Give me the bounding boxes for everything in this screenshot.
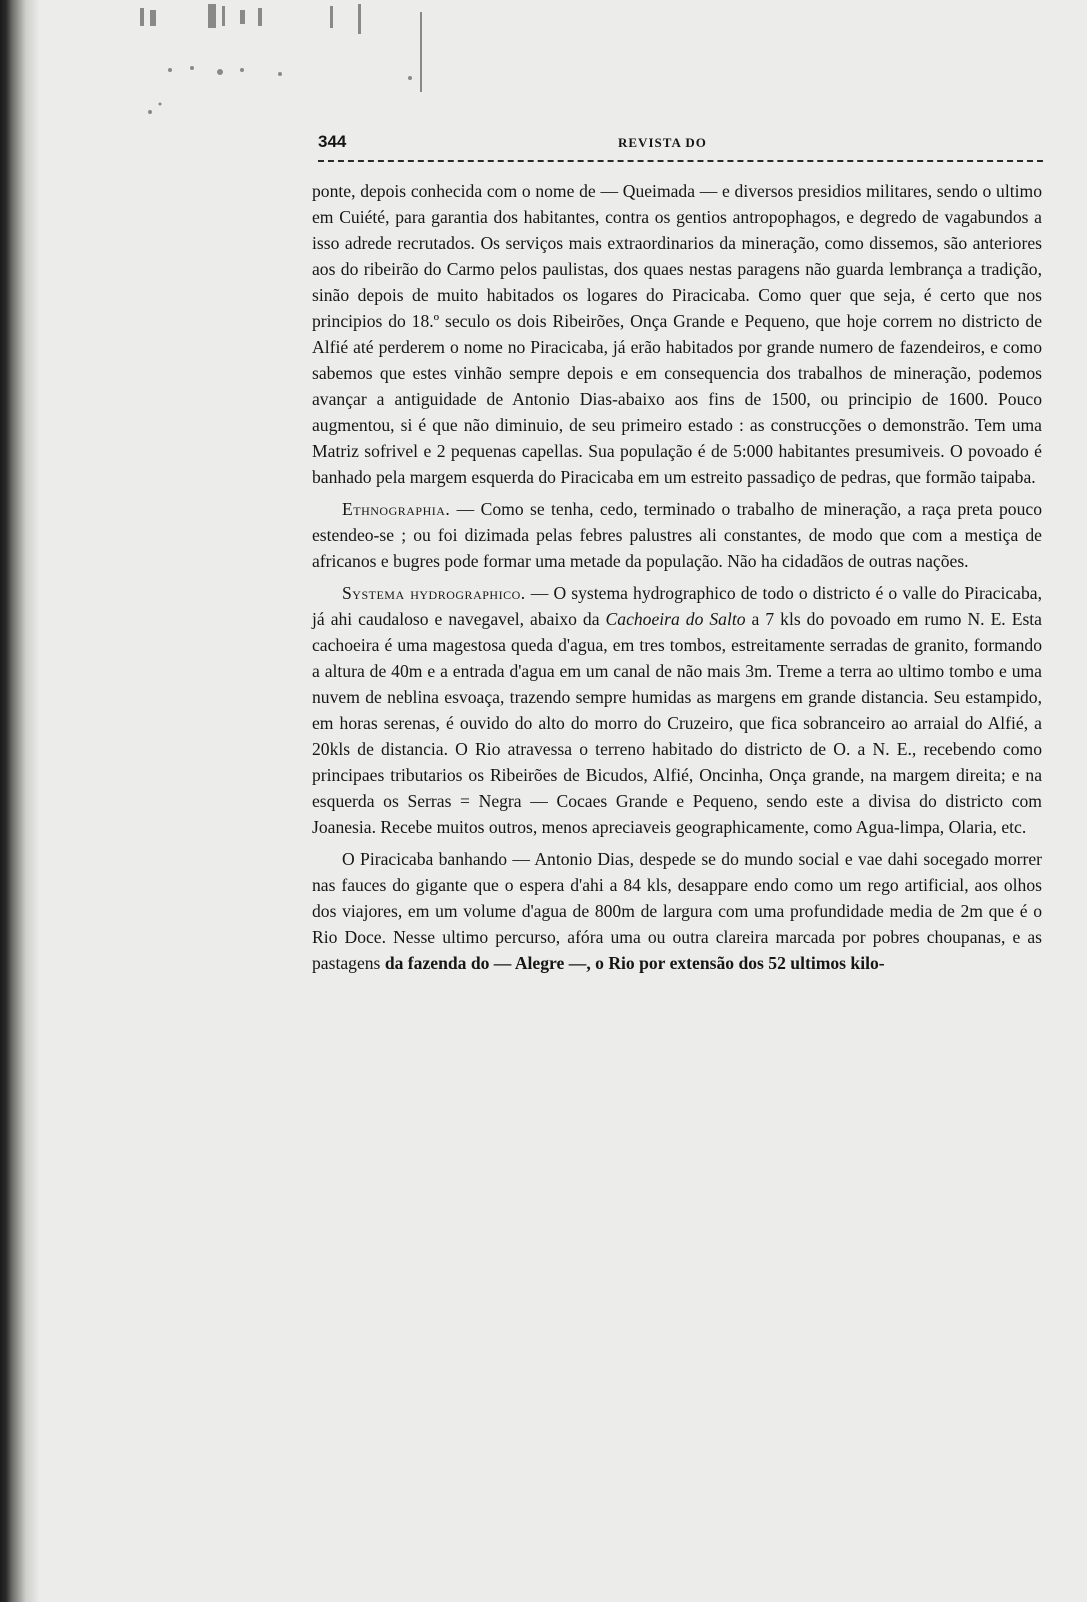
running-title: REVISTA DO <box>618 135 707 150</box>
bleed-through-marks <box>130 0 460 120</box>
paragraph-ethnographia <box>312 496 1042 574</box>
paragraph-text: — O systema hydrographico de todo o districto é o valle do Piracicaba, já ahi caudaloso e navegavel, abaixo da <box>312 583 1042 629</box>
italic-place-name: Cachoeira do Salto <box>605 609 746 629</box>
section-heading-hydrographico: Systema hydrographico. <box>342 583 526 603</box>
paragraph-text: ponte, depois conhecida com o nome de — Queimada — e diversos presidios militares, sendo o ultimo em Cuiété, para garantia dos habitantes, contra os gentios antropophagos, e degredo de vagabundos a isso adrede recrutados. Os serviços mais extraordinarios da mineração, como dissemos, são anteriores aos do ribeirão do Carmo pelos paulistas, dos quaes nestas paragens não guarda lembrança a tradição, sinão depois de muito habitados os logares do Piracicaba. Como quer que seja, é certo que nos principios do 18.º seculo os dois Ribeirões, Onça Grande e Pequeno, que hoje correm no districto de Alfié até perderem o nome no Piracicaba, já erão habitados por grande numero de fazendeiros, e como sabemos que estes vinhão sempre depois e em consequencia dos trabalhos de mineração, podemos avançar a antiguidade de Antonio Dias-abaixo aos fins de 1500, ou principio de 1600. Pouco augmentou, si é que não diminuio, de seu primeiro estado : as construcções o demonstrão. Tem uma Matriz sofrivel e 2 pequenas capellas. Sua população é de 5:000 habitantes presumiveis. O povoado é banhado pela margem esquerda do Piracicaba em um estreito passadiço de pedras, que formão taipaba. <box>312 181 1042 487</box>
paragraph-systema-hydrographico <box>312 580 1042 840</box>
page-header <box>318 132 1043 158</box>
book-gutter-shadow <box>0 0 40 1602</box>
page-number: 344 <box>318 132 347 151</box>
header-rule <box>318 160 1043 162</box>
section-heading-ethnographia: Ethnographia. <box>342 499 451 519</box>
paragraph-bold-tail: da fazenda do — Alegre —, o Rio por extensão dos 52 ultimos kilo- <box>384 953 885 973</box>
paragraph-continuation <box>312 178 1042 490</box>
paragraph-text: a 7 kls do povoado em rumo N. E. Esta cachoeira é uma magestosa queda d'agua, em tres tombos, estreitamente serradas de granito, formando a altura de 40m e a entrada d'agua em um canal de não mais 3m. Treme a terra ao ultimo tombo e uma nuvem de neblina esvoaça, trazendo sempre humidas as margens em grande distancia. Seu estampido, em horas serenas, é ouvido do alto do morro do Cruzeiro, que fica sobranceiro ao arraial do Alfié, a 20kls de distancia. O Rio atravessa o terreno habitado do districto de O. a N. E., recebendo como principaes tributarios os Ribeirões de Bicudos, Alfié, Oncinha, Onça grande, na margem direita; e na esquerda os Serras = Negra — Cocaes Grande e Pequeno, sendo este a divisa do districto com Joanesia. Recebe muitos outros, menos apreciaveis geographicamente, como Agua-limpa, Olaria, etc. <box>312 609 1042 837</box>
page-body <box>312 178 1042 982</box>
paragraph-text: — Como se tenha, cedo, terminado o trabalho de mineração, a raça preta pouco estendeo-se ; ou foi dizimada pelas febres palustres ali constantes, de modo que com a mestiça de africanos e bugres pode formar uma metade da população. Não ha cidadãos de outras nações. <box>312 499 1042 571</box>
paragraph-piracicaba <box>312 846 1042 976</box>
paragraph-text: O Piracicaba banhando — Antonio Dias, despede se do mundo social e vae dahi socegado morrer nas fauces do gigante que o espera d'ahi a 84 kls, desappare endo como um rego artificial, aos olhos dos viajores, em um volume d'agua de 800m de largura com uma profundidade media de 2m que é o Rio Doce. Nesse ultimo percurso, afóra uma ou outra clareira marcada por pobres choupanas, e as pastagens <box>312 849 1042 973</box>
